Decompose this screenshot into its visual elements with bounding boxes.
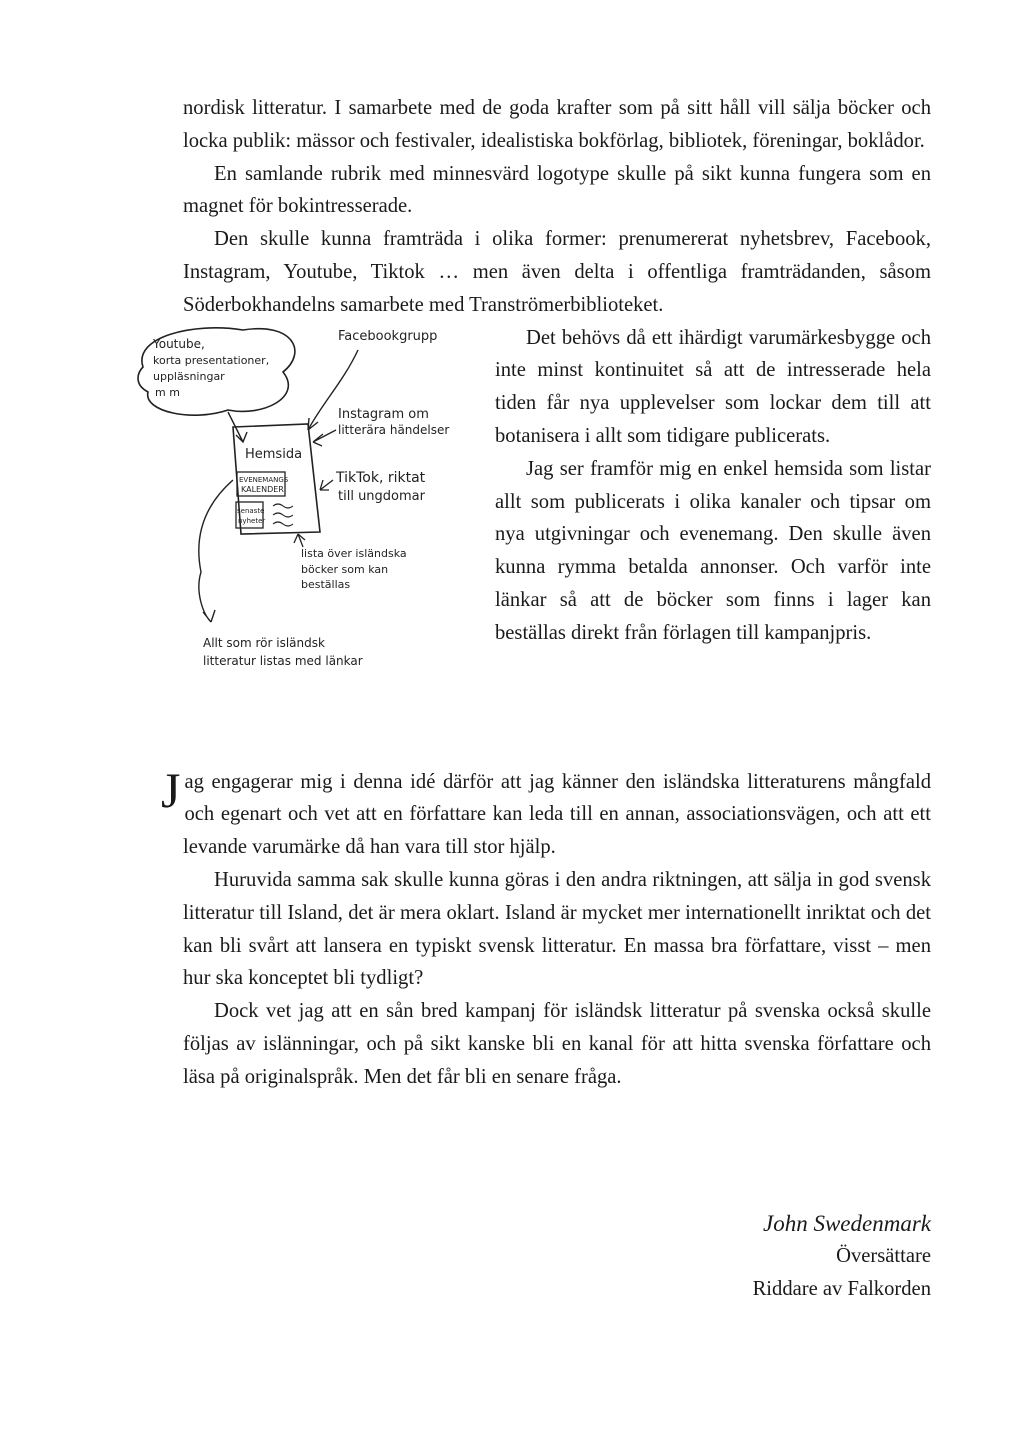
paragraph: En samlande rubrik med minnesvärd logotype skulle på sikt kunna fungera som en magnet för bokintresserade. — [183, 162, 931, 218]
section-two — [161, 761, 931, 1094]
instagram-label-2: litterära händelser — [338, 422, 450, 437]
calendar-label-1: EVENEMANGS — [239, 475, 289, 484]
author-order: Riddare av Falkorden — [752, 1278, 931, 1300]
paragraph: Den skulle kunna framträda i olika former: prenumererat nyhetsbrev, Facebook, Instagram, Youtube, Tiktok … men även delta i offentliga framträdanden, såsom Söderbokhandelns samarbete med Tranströmerbiblioteket. — [183, 228, 931, 316]
paragraph-dropcap — [161, 761, 931, 864]
instagram-label-1: Instagram om — [338, 406, 429, 422]
paragraph: Huruvida samma sak skulle kunna göras i den andra riktningen, att sälja in god svensk litteratur till Island, det är mera oklart. Island är mycket mer internationellt inriktat och det kan bli svårt att lansera en typiskt svensk litteratur. En massa bra författare, visst – men hur ska konceptet bli tydligt? — [183, 868, 931, 990]
homepage-label: Hemsida — [245, 446, 303, 462]
calendar-label-2: KALENDER — [241, 484, 284, 494]
all-label-2: litteratur listas med länkar — [203, 653, 363, 668]
tiktok-label-1: TikTok, riktat — [336, 469, 426, 486]
cloud-text-1: Youtube, — [153, 336, 205, 351]
paragraph-text: ag engagerar mig i denna idé därför att jag känner den isländska litteraturens mångfald och egenart och vet att en författare kan leda till en annan, associationsvägen, och att ett levande varumärke då han vara till stor hjälp. — [183, 770, 931, 859]
author-name: John Swedenmark — [763, 1211, 931, 1236]
books-label-1: lista över isländska — [301, 546, 407, 560]
paragraph: Dock vet jag att en sån bred kampanj för isländsk litteratur på svenska också skulle följas av islänningar, och på sikt kanske bli en kanal för att hitta svenska författare och läsa på originalspråk. Men det får bli en senare fråga. — [183, 1000, 931, 1088]
author-title: Översättare — [836, 1245, 931, 1267]
cloud-text-4: m m — [155, 385, 180, 399]
sketch-svg — [133, 322, 453, 728]
news-label-2: nyheter — [238, 516, 266, 525]
cloud-text-3: uppläsningar — [153, 369, 225, 383]
books-label-2: böcker som kan — [301, 562, 389, 576]
tiktok-label-2: till ungdomar — [338, 488, 425, 504]
books-label-3: beställas — [301, 577, 351, 591]
paragraph: Det behövs då ett ihärdigt varumärkesbygge och inte minst kontinuitet så att de intresserade hela tiden får nya upplevelser som lockar dem till att botanisera i allt som tidigare publicerats. — [495, 326, 931, 447]
website-concept-sketch — [153, 322, 483, 728]
signature-block — [753, 1207, 931, 1306]
page-body — [153, 92, 931, 1094]
all-label-1: Allt som rör isländsk — [203, 635, 325, 650]
facebook-label: Facebookgrupp — [338, 328, 438, 344]
paragraph: nordisk litteratur. I samarbete med de goda krafter som på sitt håll vill sälja böcker och locka publik: mässor och festivaler, idealistiska bokförlag, bibliotek, föreningar, boklådor. — [183, 97, 931, 152]
news-label-1: senaste — [237, 506, 265, 515]
cloud-text-2: korta presentationer, — [153, 353, 270, 367]
paragraph: Jag ser framför mig en enkel hemsida som listar allt som publicerats i olika kanaler och tipsar om nya utgivningar och evenemang. Den skulle även kunna rymma betalda annonser. Och varför inte länkar så att de böcker som finns i lager kan beställas direkt från förlagen till kampanjpris. — [495, 457, 931, 644]
dropcap-letter: J — [161, 761, 181, 818]
